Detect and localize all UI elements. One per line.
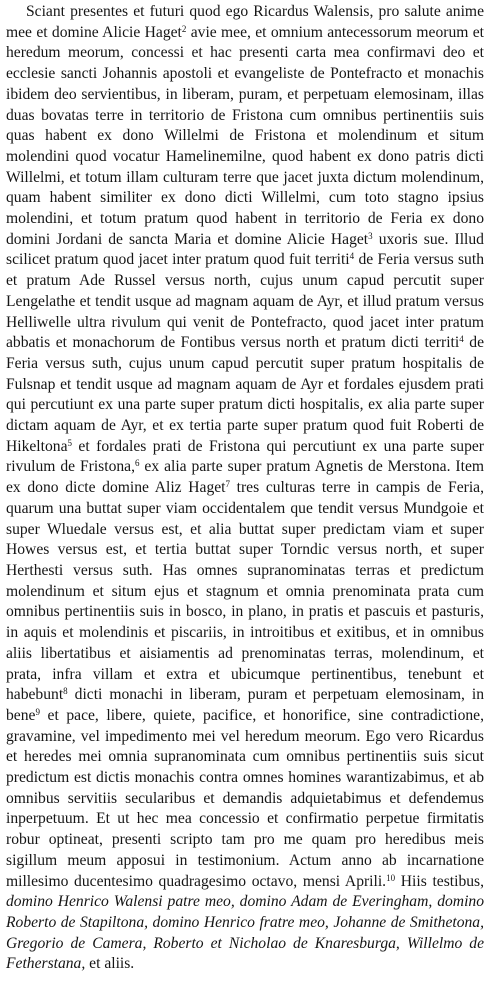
footnote-marker-2: 2 <box>181 23 187 34</box>
footnote-marker-5: 5 <box>67 437 72 448</box>
footnote-marker-4b: 4 <box>459 334 464 345</box>
footnote-marker-9: 9 <box>35 706 40 717</box>
footnote-marker-7: 7 <box>225 479 230 490</box>
text-run-5: de Feria versus suth, cujus unum capud percutit super pratum hospitalis de Fulsnap et tendit usque ad magnam aquam de Ayr et fordales ejusdem prati qui percutiunt ex una parte super pratum dicti hospitalis, ex alia parte super dictam aquam de Ayr, et ex tertia parte super pratum quod fuit Roberti de Hikeltona <box>6 334 484 455</box>
text-run-9: dicti monachi in liberam, puram et perpetuam elemosinam, in bene <box>6 686 484 724</box>
footnote-marker-3: 3 <box>368 230 373 241</box>
footnote-marker-10: 10 <box>386 872 396 883</box>
text-run-11: Hiis testibus, <box>395 872 485 890</box>
footnote-marker-8: 8 <box>63 686 68 697</box>
charter-text <box>6 2 484 975</box>
text-run-12: et aliis. <box>85 955 135 973</box>
text-run-4: de Feria versus suth et pratum Ade Russel versus north, cujus unum capud percutit super Lengelathe et tendit usque ad magnam aquam de Ayr, et illud pratum versus Helliwelle ultra rivulum qui venit de Pontefracto, quod jacet inter pratum abbatis et monachorum de Fontibus versus north et pratum dicti territi <box>6 251 484 352</box>
text-run-8: tres culturas terre in campis de Feria, quarum una buttat super viam occidentalem que tendit versus Mundgoie et super Wluedale versus est, et alia buttat super predictam viam et super Howes versus est, et tertia buttat super Torndic versus north, et super Herthesti versus suth. Has omnes supranominatas terras et predictum molendinum et situm ejus et stagnum et omnia prenominata prata cum omnibus pertinentiis suis in bosco, in plano, in pratis et pascuis et pasturis, in aquis et molendinis et piscariis, in introitibus et exitibus, et in omnibus aliis libertatibus et aisiamentis ad prenominatas terras, molendinum, et prata, infra villam et extra et ubicumque pertinentibus, tenebunt et habebunt <box>6 479 484 704</box>
text-run-6: et fordales prati de Fristona qui percutiunt ex una parte super rivulum de Fristona, <box>6 437 484 476</box>
text-run-3: uxoris sue. Illud scilicet pratum quod jacet inter pratum quod fuit territi <box>6 230 484 269</box>
text-run-2: avie mee, et omnium antecessorum meorum et heredum meorum, concessi et hac presenti carta mea confirmavi deo et ecclesie sancti Johannis apostoli et evangeliste de Pontefracto et monachis ibidem deo servientibus, in liberam, puram, et perpetuam elemosinam, illas duas bovatas terre in territorio de Fristona cum omnibus pertinentiis suis quas habent ex dono Willelmi de Fristona et molendinum et situm molendini quod vocatur Hamelinemilne, quod habent ex dono patris dicti Willelmi, et totum illam culturam terre que jacet juxta dictum molendinum, quam habent similiter ex dono dicti Willelmi, cum toto stagno ipsius molendini, et totum pratum quod habent in territorio de Feria ex dono domini Jordani de sancta Maria et domine Alicie Haget <box>6 23 484 248</box>
witness-list: domino Henrico Walensi patre meo, domino Adam de Everingham, domino Roberto de Stapiltona, domino Henrico fratre meo, Johanne de Smithetona, Gregorio de Camera, Roberto et Nicholao de Knaresburga, Willelmo de Fetherstana, <box>6 893 484 973</box>
footnote-marker-6: 6 <box>134 458 140 469</box>
text-run-1: Sciant presentes et futuri quod ego Ricardus Walensis, pro salute anime mee et domine Alicie Haget <box>6 3 484 41</box>
text-run-10: et pace, libere, quiete, pacifice, et honorifice, sine contradictione, gravamine, vel impedimento mei vel heredum meorum. Ego vero Ricardus et heredes mei omnia supranominata cum omnibus pertinentiis suis sicut predictum est dictis monachis contra omnes homines warantizabimus, et ab omnibus servitiis secularibus et demandis adquietabimus et defendemus inperpetuum. Et ut hec mea concessio et confirmatio perpetue firmitatis robur optineat, presenti scripto tam pro me quam pro heredibus meis sigillum meum apposui in testimonium. Actum anno ab incarnatione millesimo ducentesimo quadragesimo octavo, mensi Aprili. <box>6 706 484 890</box>
footnote-marker-4a: 4 <box>349 251 355 262</box>
text-run-7: ex alia parte super pratum Agnetis de Merstona. Item ex dono dicte domine Aliz Haget <box>6 458 484 497</box>
